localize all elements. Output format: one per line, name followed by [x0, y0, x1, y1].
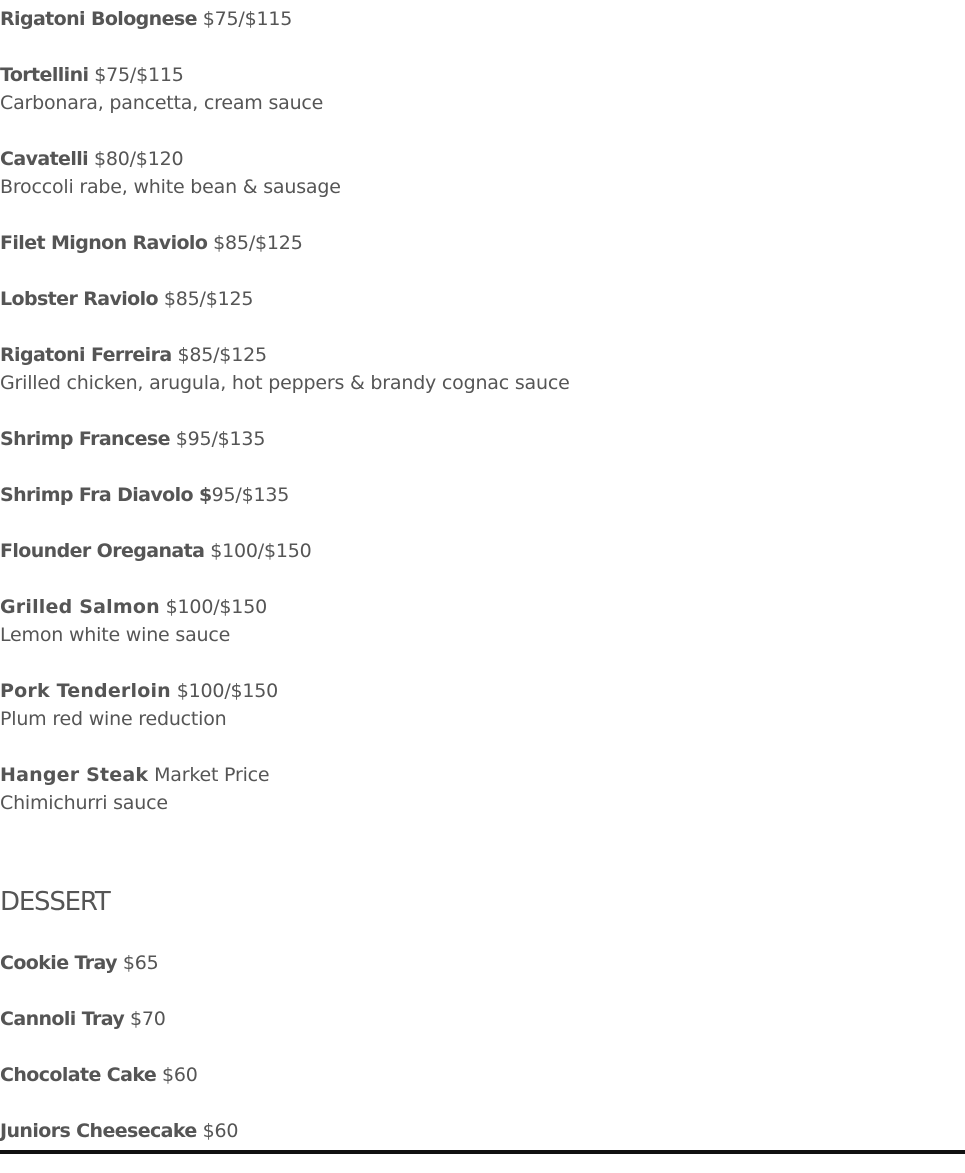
item-name: Cookie Tray [0, 952, 117, 974]
item-price: 95/$135 [211, 484, 290, 506]
item-price: $100/$150 [210, 540, 312, 562]
item-name: Pork Tenderloin [0, 680, 171, 702]
item-price: $70 [130, 1008, 166, 1030]
item-name: Lobster Raviolo [0, 288, 158, 310]
menu-item-cavatelli [0, 145, 965, 201]
dessert-item-cookie-tray [0, 949, 965, 977]
dessert-item-cannoli-tray [0, 1005, 965, 1033]
item-description: Plum red wine reduction [0, 708, 227, 730]
item-price: $60 [202, 1120, 239, 1142]
item-price: $75/$115 [202, 8, 293, 30]
item-description: Carbonara, pancetta, cream sauce [0, 92, 324, 114]
item-description: Broccoli rabe, white bean & sausage [0, 176, 341, 198]
item-name: Juniors Cheesecake [0, 1120, 197, 1142]
item-price: $80/$120 [93, 148, 184, 170]
menu-item-flounder-oreganata [0, 537, 965, 565]
item-name: Cannoli Tray [0, 1008, 125, 1030]
item-description: Grilled chicken, arugula, hot peppers & brandy cognac sauce [0, 372, 570, 394]
menu-item-filet-mignon-raviolo [0, 229, 965, 257]
dessert-item-juniors-cheesecake [0, 1117, 965, 1145]
menu-item-shrimp-fra-diavolo [0, 481, 965, 509]
item-description: Chimichurri sauce [0, 792, 168, 814]
dessert-item-chocolate-cake [0, 1061, 965, 1089]
item-name: Rigatoni Bolognese [0, 8, 197, 30]
dessert-section-title: DESSERT [0, 887, 110, 917]
menu-item-lobster-raviolo [0, 285, 965, 313]
item-price: $85/$125 [213, 232, 303, 254]
item-price: $85/$125 [177, 344, 267, 366]
item-price: $85/$125 [163, 288, 254, 310]
item-price: $100/$150 [176, 680, 279, 702]
menu-item-grilled-salmon [0, 593, 965, 649]
item-name: Flounder Oreganata [0, 540, 205, 562]
item-description: Lemon white wine sauce [0, 624, 231, 646]
item-price: $75/$115 [94, 64, 184, 86]
bottom-divider [0, 1150, 965, 1154]
item-name: Grilled Salmon [0, 596, 160, 618]
item-price: $95/$135 [175, 428, 266, 450]
menu-item-tortellini [0, 61, 965, 117]
item-price: $100/$150 [165, 596, 267, 618]
item-price: Market Price [154, 764, 270, 786]
item-price: $60 [161, 1064, 198, 1086]
menu-item-hanger-steak [0, 761, 965, 817]
item-name: Shrimp Fra Diavolo $ [0, 484, 212, 506]
item-name: Shrimp Francese [0, 428, 170, 450]
dessert-section [0, 949, 965, 1145]
menu-item-rigatoni-ferreira [0, 341, 965, 397]
item-name: Cavatelli [0, 148, 89, 170]
menu-item-pork-tenderloin [0, 677, 965, 733]
item-name: Filet Mignon Raviolo [0, 232, 208, 254]
item-name: Chocolate Cake [0, 1064, 157, 1086]
item-name: Tortellini [0, 64, 89, 86]
menu-item-rigatoni-bolognese [0, 0, 965, 33]
item-price: $65 [122, 952, 159, 974]
item-name: Rigatoni Ferreira [0, 344, 172, 366]
item-name: Hanger Steak [0, 764, 149, 786]
menu-item-shrimp-francese [0, 425, 965, 453]
